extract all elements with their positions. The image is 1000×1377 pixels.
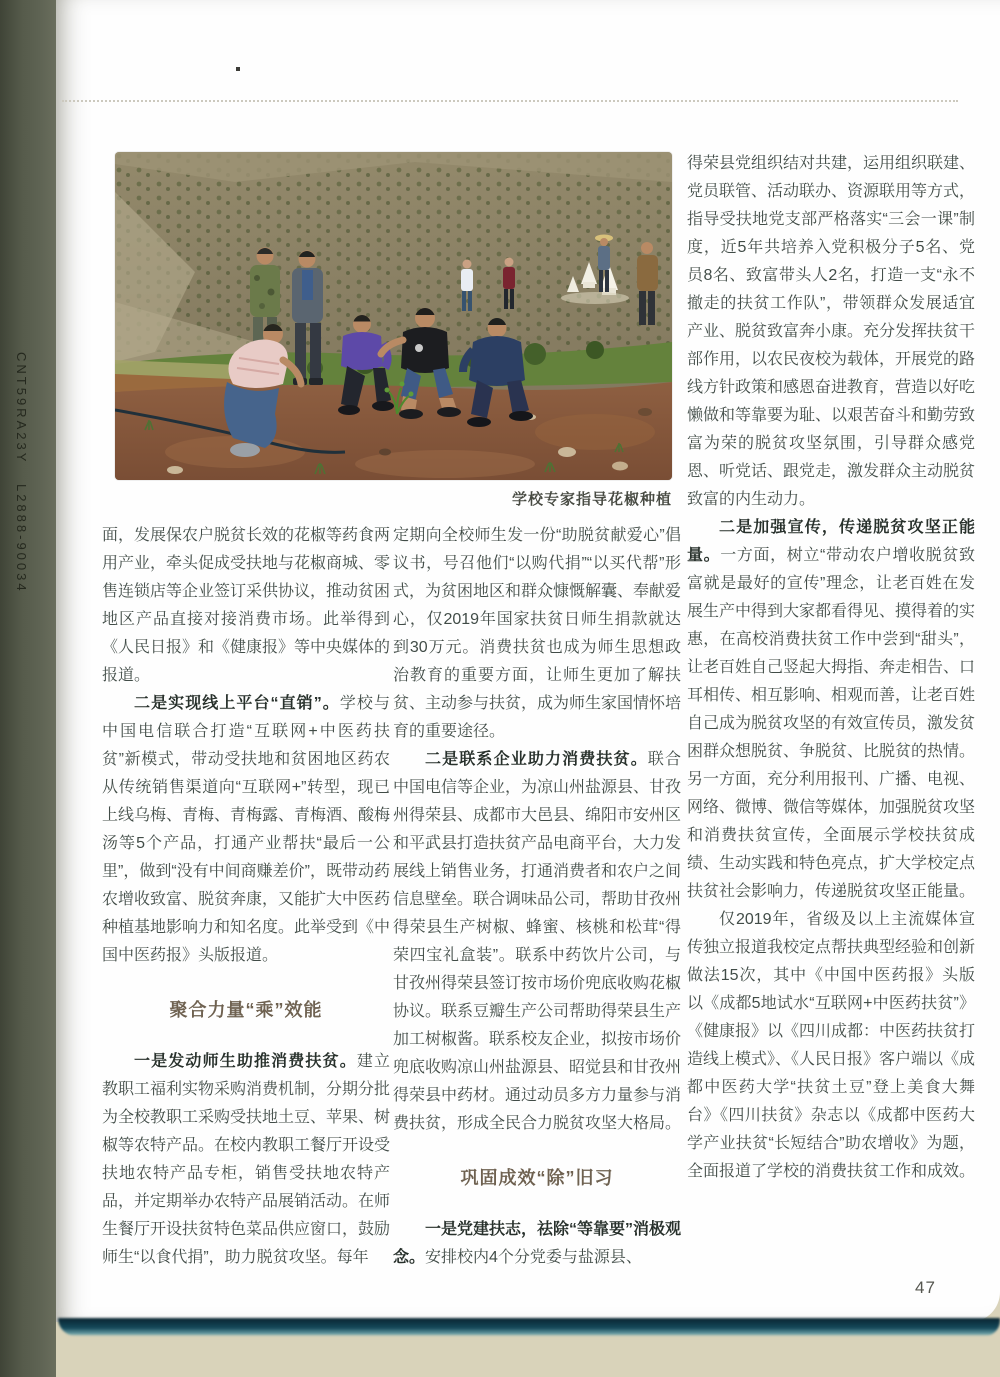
- paragraph-body: 联合中国电信等企业，为凉山州盐源县、甘孜州得荣县、成都市大邑县、绵阳市安州区和平武县打造扶贫产品电商平台，大力发展线上销售业务，打通消费者和农户之间信息壁垒。联合调味品公司，帮助甘孜州得荣县生产树椒、蜂蜜、核桃和松茸“得荣四宝礼盒装”。联系中药饮片公司，与甘孜州得荣县签订按市场价兜底收购花椒协议。联系豆瓣生产公司帮助得荣县生产加工树椒酱。联系校友企业，拟按市场价兜底收购凉山州盐源县、昭觉县和甘孜州得荣县中药材。通过动员多方力量参与消费扶贫，形成全民合力脱贫攻坚大格局。: [393, 751, 682, 1132]
- section-heading: 聚合力量“乘”效能: [169, 1000, 323, 1020]
- column-middle: [393, 522, 681, 1272]
- photo-illustration: [115, 152, 672, 480]
- photo-caption: 学校专家指导花椒种植: [511, 491, 672, 508]
- article-photo: [115, 152, 672, 480]
- paragraph: 定期向全校师生发一份“助脱贫献爱心”倡议书，号召他们“以购代捐”“以买代帮”形式，为贫困地区和群众慷慨解囊、奉献爱心，仅2019年国家扶贫日师生捐款就达到30万元。消费扶贫也成为师生思想政治教育的重要方面，让师生更加了解扶贫、主动参与扶贫，成为师生家国情怀培育的重要途径。: [393, 527, 682, 740]
- paragraph-lead: 二是联系企业助力消费扶贫。: [425, 751, 648, 768]
- column-right: [687, 150, 975, 1186]
- paragraph-body: 建立教职工福利实物采购消费机制，分期分批为全校教职工采购受扶地土豆、苹果、树椒等农特产品。在校内教职工餐厅开设受扶地农特产品专柜，销售受扶地农特产品，并定期举办农特产品展销活动。在师生餐厅开设扶贫特色菜品供应窗口，鼓励师生“以食代捐”，助力脱贫攻坚。每年: [102, 1053, 391, 1266]
- paragraph-lead: 一是发动师生助推消费扶贫。: [134, 1053, 357, 1070]
- page-bottom-shadow: [58, 1318, 1000, 1336]
- paragraph: [102, 690, 390, 970]
- paragraph: 面，发展保农户脱贫长效的花椒等药食两用产业，牵头促成受扶地与花椒商城、零售连锁店等企业签订采供协议，推动贫困地区产品直接对接消费市场。此举得到《人民日报》和《健康报》等中央媒体的报道。: [102, 527, 391, 684]
- paragraph-body: 安排校内4个分党委与盐源县、: [425, 1249, 642, 1266]
- paragraph: [393, 746, 681, 1138]
- paragraph: 仅2019年，省级及以上主流媒体宣传独立报道我校定点帮扶典型经验和创新做法15次，其中《中国中医药报》头版以《成都5地试水“互联网+中医药扶贫”》《健康报》以《四川成都：中医药扶贫打造线上模式》、《人民日报》客户端以《成都中医药大学“扶贫土豆”登上美食大舞台》《四川扶贫》杂志以《成都中医药大学产业扶贫“长短结合”助农增收》为题，全面报道了学校的消费扶贫工作和成效。: [687, 911, 976, 1180]
- paragraph-lead: 二是加强宣传，传递脱贫攻坚正能量。: [687, 519, 975, 564]
- paragraph-lead: 一是党建扶志，祛除“等靠要”消极观念。: [393, 1221, 682, 1266]
- paragraph-body: 学校与中国电信联合打造“互联网+中医药扶贫”新模式，带动受扶地和贫困地区药农从传统销售渠道向“互联网+”转型，现已上线乌梅、青梅、青梅露、青梅酒、酸梅汤等5个产品，打通产业帮扶“最后一公里”，做到“没有中间商赚差价”，既带动药农增收致富、脱贫奔康，又能扩大中医药种植基地影响力和知名度。此举受到《中国中医药报》头版报道。: [102, 695, 391, 964]
- paragraph-body: 一方面，树立“带动农户增收脱贫致富就是最好的宣传”理念，让老百姓在发展生产中得到大家都看得见、摸得着的实惠，在高校消费扶贫工作中尝到“甜头”，让老百姓自己竖起大拇指、奔走相告、口耳相传、相互影响、相观而善，让老百姓自己成为脱贫攻坚的有效宣传员，激发贫困群众想脱贫、争脱贫、比脱贫的热情。另一方面，充分利用报刊、广播、电视、网络、微博、微信等媒体，加强脱贫攻坚和消费扶贫宣传，全面展示学校扶贫成绩、生动实践和特色亮点，扩大学校定点扶贫社会影响力，传递脱贫攻坚正能量。: [687, 547, 976, 900]
- section-heading: 巩固成效“除”旧习: [460, 1168, 614, 1188]
- page-number: 47: [915, 1278, 936, 1297]
- paragraph-lead: 二是实现线上平台“直销”。: [134, 695, 340, 712]
- scan-speck: [236, 67, 240, 71]
- top-dotted-rule: [62, 100, 958, 102]
- spine-code-text: CNT59RA23Y L2888-90034: [14, 352, 29, 594]
- scan-spine-strip: [0, 0, 56, 1377]
- paragraph: [393, 1216, 681, 1272]
- paragraph: [102, 1048, 390, 1272]
- paragraph: 得荣县党组织结对共建，运用组织联建、党员联管、活动联办、资源联用等方式，指导受扶地党支部严格落实“三会一课”制度，近5年共培养入党积极分子5名、党员8名、致富带头人2名，打造一支“永不撤走的扶贫工作队”，带领群众发展适宜产业、脱贫致富奔小康。充分发挥扶贫干部作用，以农民夜校为载体，开展党的路线方针政策和感恩奋进教育，营造以好吃懒做和等靠要为耻、以艰苦奋斗和勤劳致富为荣的脱贫攻坚氛围，引导群众感党恩、听党话、跟党走，激发群众主动脱贫致富的内生动力。: [687, 155, 976, 508]
- column-left: [102, 522, 390, 1272]
- paragraph: [687, 514, 975, 906]
